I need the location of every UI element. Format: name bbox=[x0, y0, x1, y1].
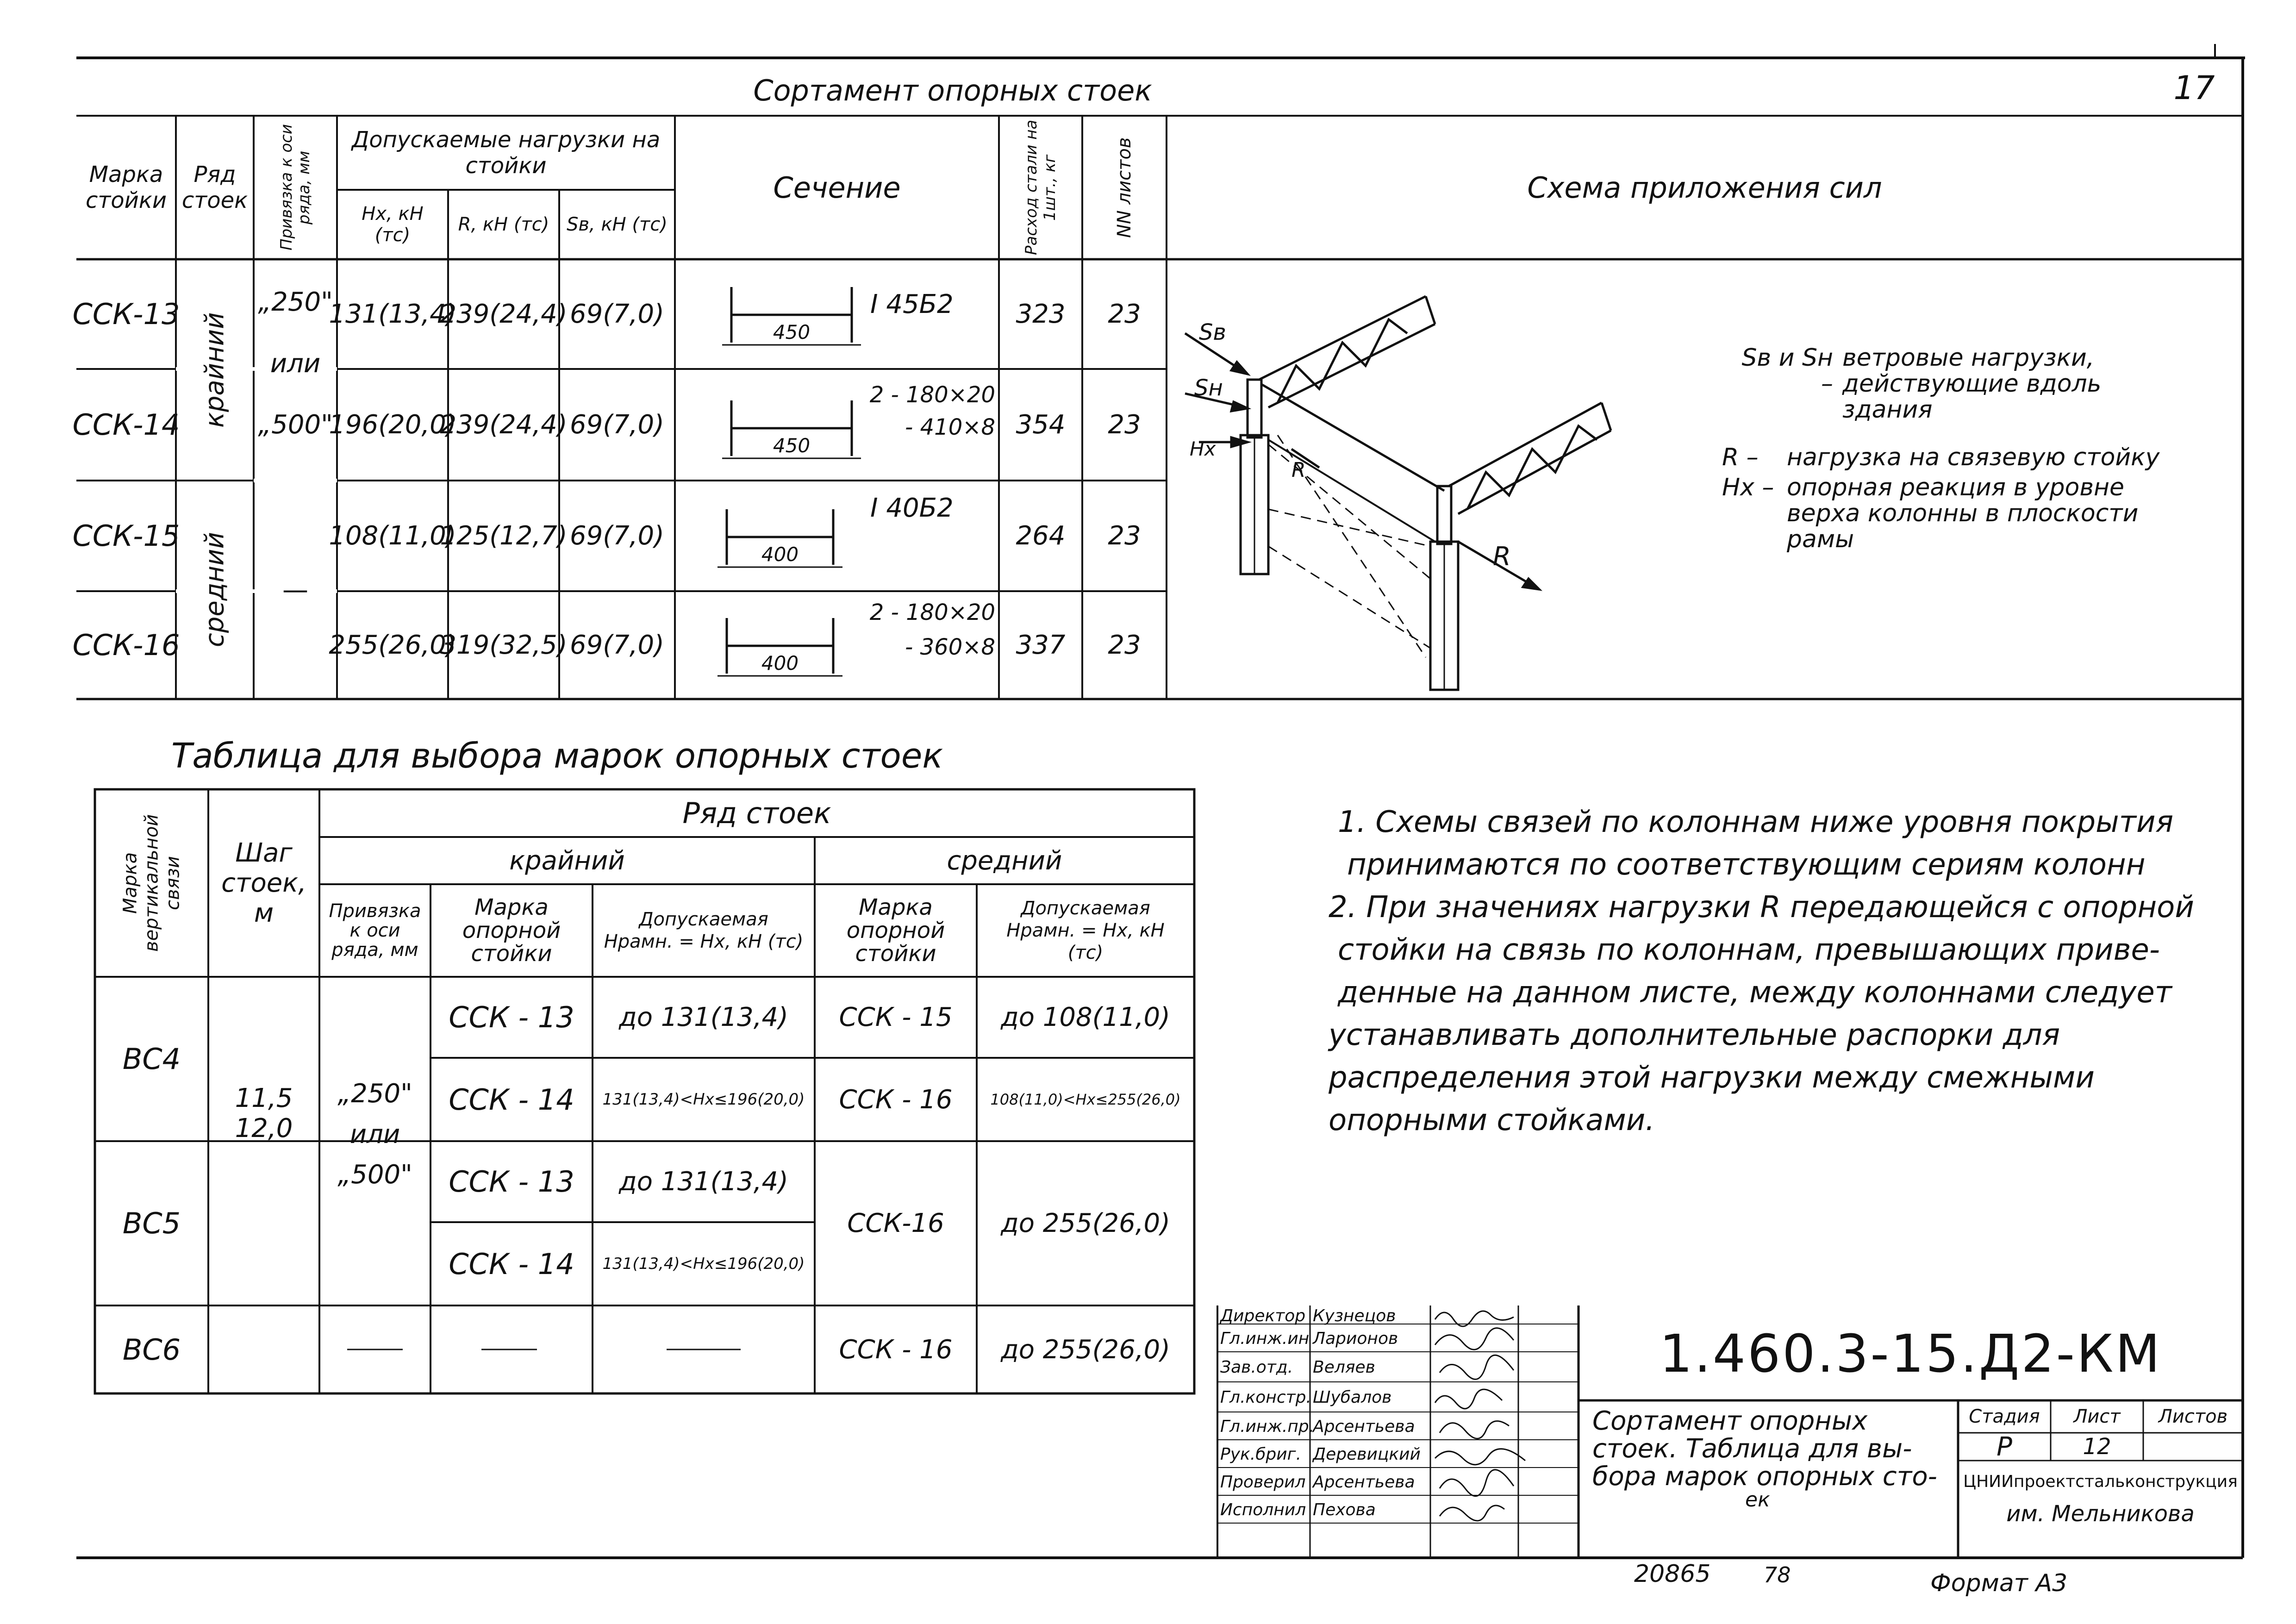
header-steel: Расход стали на 1шт., кг bbox=[1022, 119, 1059, 256]
inventory-number: 20865 bbox=[1634, 1560, 1711, 1588]
header-loads: Допускаемые нагрузки на стойки bbox=[351, 127, 661, 179]
cell-steel: 337 bbox=[1016, 630, 1066, 660]
step-values: 11,5 12,0 bbox=[235, 1083, 293, 1143]
cell-sheets: 23 bbox=[1108, 630, 1141, 660]
section-label: I 40Б2 bbox=[870, 493, 954, 523]
section-label: - 410×8 bbox=[905, 414, 995, 440]
section-dimension: 450 bbox=[773, 321, 811, 344]
cell-mark: ССК-15 bbox=[72, 519, 180, 553]
cell-sb: 69(7,0) bbox=[569, 410, 664, 440]
scheme-label-r1: R bbox=[1292, 458, 1306, 482]
header-row: Ряд стоек bbox=[181, 162, 248, 213]
sheet-value: 12 bbox=[2083, 1434, 2111, 1460]
bind-values: „250" или „500" bbox=[258, 287, 333, 440]
header-allowed: Допускаемая Hрамн. = Hx, кН (тс) bbox=[604, 909, 804, 952]
mid-allowed-value: до 108(11,0) bbox=[1000, 1002, 1171, 1032]
header-support-mark-middle: Марка опорной стойки bbox=[846, 894, 945, 967]
cell-r: 239(24,4) bbox=[440, 299, 568, 329]
section-dimension: 400 bbox=[761, 652, 799, 675]
header-allowed-middle: Допускаемая Hрамн. = Hx, кН (тс) bbox=[1006, 898, 1165, 963]
cell-steel: 264 bbox=[1016, 521, 1066, 551]
cell-steel: 354 bbox=[1016, 410, 1066, 440]
sheet-corner-number: 17 bbox=[2173, 69, 2215, 107]
header-bind: Привязка к оси ряда, мм bbox=[329, 900, 421, 961]
cell-steel: 323 bbox=[1016, 299, 1066, 329]
allowed-value: до 131(13,4) bbox=[618, 1002, 789, 1032]
header-step: Шаг стоек, м bbox=[221, 838, 306, 928]
header-brace-mark: Марка вертикальной связи bbox=[119, 814, 184, 952]
cell-hx: 255(26,0) bbox=[329, 630, 456, 660]
cell-mark: ССК-16 bbox=[72, 628, 180, 662]
mid-support-mark: ССК - 16 bbox=[839, 1084, 953, 1115]
organization: ЦНИИпроектстальконструкция bbox=[1963, 1472, 2238, 1491]
header-r: R, кН (тс) bbox=[458, 214, 549, 235]
drawing-code: 1.460.3-15.Д2-КМ bbox=[1659, 1324, 2162, 1384]
section-label: 2 - 180×20 bbox=[869, 600, 995, 625]
mid-allowed-value: до 255(26,0) bbox=[1000, 1208, 1171, 1238]
cell-r: 239(24,4) bbox=[440, 410, 568, 440]
mid-support-mark: ССК-16 bbox=[847, 1208, 944, 1238]
header-sheets: NN листов bbox=[1114, 137, 1135, 238]
bind-middle-dash: — bbox=[282, 575, 308, 605]
stage-header: Стадия bbox=[1969, 1406, 2040, 1427]
cell-r: 319(32,5) bbox=[440, 630, 568, 660]
section-dimension: 450 bbox=[773, 434, 811, 457]
format-label: Формат А3 bbox=[1930, 1569, 2068, 1597]
legend-key: Hx – bbox=[1722, 474, 1774, 501]
section-label: I 45Б2 bbox=[870, 289, 954, 319]
header-mark: Марка стойки bbox=[85, 162, 167, 213]
scheme-label-sb: Sв bbox=[1199, 319, 1226, 345]
header-section: Сечение bbox=[773, 170, 901, 205]
organization-name: им. Мельникова bbox=[2006, 1501, 2195, 1527]
title-block-roles: Директор Гл.инж.ин Зав.отд. Гл.констр. Гл.инж.пр. Рук.бриг. Проверил Исполнил bbox=[1220, 1306, 1315, 1519]
mid-support-mark: ССК - 16 bbox=[839, 1334, 953, 1365]
row-outer-label: крайний bbox=[200, 312, 230, 428]
cell-sb: 69(7,0) bbox=[569, 521, 664, 551]
sheets-header: Листов bbox=[2158, 1406, 2228, 1427]
drawing-description: Сортамент опорных стоек. Таблица для вы- бора марок опорных сто- ек bbox=[1592, 1406, 1937, 1512]
section-label: - 360×8 bbox=[905, 634, 995, 660]
row-middle-label: средний bbox=[200, 532, 230, 648]
header-middle: средний bbox=[947, 845, 1062, 876]
notes: 1. Схемы связей по колоннам ниже уровня покрытия принимаются по соответствующим сериям колонн 2. При значениях нагрузки R передающейся с опорной стойки на связь по колоннам, превышающих приве- денные на данном листе, между колоннами следует устанавливать дополнительные распорки для распределения этой нагрузки между смежными опорными стойками. bbox=[1329, 805, 2194, 1137]
scheme-label-hx: Hx bbox=[1190, 437, 1216, 460]
cell-hx: 196(20,0) bbox=[329, 410, 456, 440]
inventory-suffix: 78 bbox=[1764, 1562, 1791, 1587]
header-sb: Sв, кН (тс) bbox=[567, 214, 668, 235]
cell-hx: 131(13,4) bbox=[329, 299, 456, 329]
title-block-names: Кузнецов Ларионов Веляев Шубалов Арсентьева Деревицкий Арсентьева Пехова bbox=[1313, 1306, 1421, 1519]
stage-value: Р bbox=[1997, 1431, 2012, 1462]
brace-mark: ВС5 bbox=[122, 1206, 181, 1240]
sheet-header: Лист bbox=[2073, 1406, 2121, 1427]
legend-key: Sв и Sн – bbox=[1741, 344, 1833, 398]
cell-sb: 69(7,0) bbox=[569, 630, 664, 660]
legend-text: ветровые нагрузки, действующие вдоль здания bbox=[1842, 344, 2102, 424]
cell-mark: ССК-13 bbox=[72, 297, 180, 331]
header-scheme: Схема приложения сил bbox=[1527, 170, 1882, 205]
legend-key: R – bbox=[1722, 443, 1759, 471]
cell-sheets: 23 bbox=[1108, 299, 1141, 329]
scheme-label-sh: Sн bbox=[1194, 375, 1223, 401]
support-mark: ССК - 14 bbox=[449, 1082, 574, 1117]
selection-title: Таблица для выбора марок опорных стоек bbox=[171, 736, 943, 776]
mid-allowed-value: 108(11,0)<Hx≤255(26,0) bbox=[990, 1091, 1181, 1108]
mid-support-mark: ССК - 15 bbox=[839, 1002, 953, 1032]
scheme-label-r2: R bbox=[1493, 542, 1511, 572]
allowed-value: 131(13,4)<Hx≤196(20,0) bbox=[602, 1255, 805, 1273]
cell-sheets: 23 bbox=[1108, 410, 1141, 440]
cell-sb: 69(7,0) bbox=[569, 299, 664, 329]
brace-mark: ВС4 bbox=[122, 1042, 181, 1076]
bind-values: „250" или „500" bbox=[337, 1079, 412, 1190]
legend-text: опорная реакция в уровне верха колонны в плоскости рамы bbox=[1787, 474, 2139, 553]
assortment-title: Сортамент опорных стоек bbox=[753, 73, 1152, 107]
legend-text: нагрузка на связевую стойку bbox=[1787, 443, 2160, 471]
header-bind: Привязка к оси ряда, мм bbox=[277, 124, 313, 251]
header-support-mark: Марка опорной стойки bbox=[462, 894, 561, 967]
support-mark: ССК - 13 bbox=[449, 1000, 574, 1034]
mid-allowed-value: до 255(26,0) bbox=[1000, 1334, 1171, 1365]
header-outer: крайний bbox=[509, 845, 625, 876]
cell-mark: ССК-14 bbox=[72, 408, 180, 442]
allowed-value: до 131(13,4) bbox=[618, 1167, 789, 1197]
header-hx: Hx, кН (тс) bbox=[362, 203, 424, 246]
cell-sheets: 23 bbox=[1108, 521, 1141, 551]
cell-r: 125(12,7) bbox=[440, 521, 568, 551]
allowed-value: 131(13,4)<Hx≤196(20,0) bbox=[602, 1090, 805, 1109]
brace-mark: ВС6 bbox=[122, 1332, 181, 1367]
header-row-group: Ряд стоек bbox=[682, 796, 831, 830]
support-mark: ССК - 13 bbox=[449, 1165, 574, 1199]
section-dimension: 400 bbox=[761, 543, 799, 566]
support-mark: ССК - 14 bbox=[449, 1247, 574, 1281]
cell-hx: 108(11,0) bbox=[329, 521, 456, 551]
section-label: 2 - 180×20 bbox=[869, 382, 995, 408]
